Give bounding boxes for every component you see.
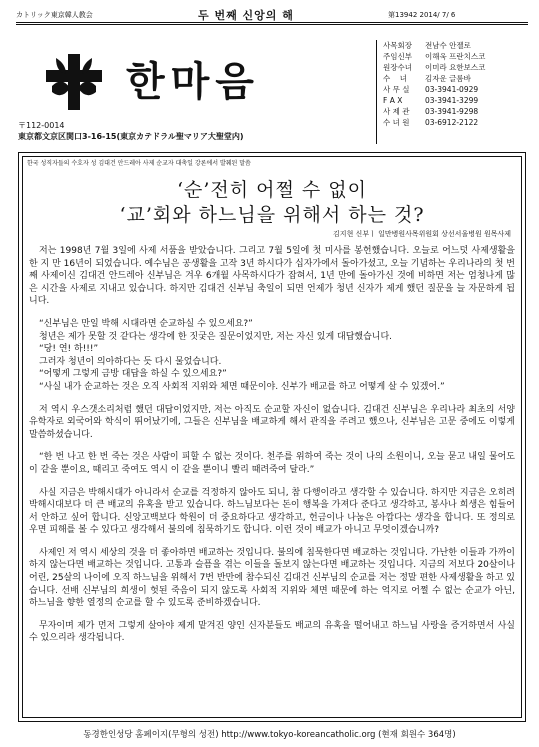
staff-row [377,95,528,106]
staff-name: 03-6912-2122 [425,118,479,127]
article-paragraph: 저 역시 우스갯소리처럼 했던 대답이었지만, 저는 아직도 순교할 자신이 없습니다. 김대건 신부님은 우리나라 최초의 서양 유학자로 외국어와 학식이 뛰어났기에, 그들은 신부님을 배교하게 해서 관직을 주려고 했으나, 신부님은 고문 중에도 이렇게 말씀하셨습니다. [29,404,515,440]
staff-row [377,62,528,73]
article-box [18,152,526,722]
staff-role: 수 녀 원 [383,118,410,127]
article-paragraph: 저는 1998년 7월 3일에 사제 서품을 받았습니다. 그리고 7월 5일에 첫 미사를 봉헌했습니다. 오늘로 어느덧 사제생활을 한 지 만 16년이 되었습니다. 예수님은 공생활을 고작 3년 하시다가 십자가에서 돌아가셨고, 오늘 기념하는 우리나라의 첫 번째 사제이신 김대건 안드레아 신부님은 겨우 6개월 사목하시다가 잡혀서, 1년 만에 돌아가신 것에 비하면 저는 엄청나게 많은 시간을 사제로 지내고 있습니다. 하지만 김대건 신부님 축일이 되면 언제가 청년 신자가 제게 했던 질문을 늘 자문하게 됩니다. [29,246,515,307]
dialogue-line: 청년은 제가 못할 것 같다는 생각에 한 짓궂은 질문이었지만, 저는 자신 있게 대답했습니다. [39,331,393,342]
article-paragraph: 사제인 저 역시 세상의 것을 더 좋아하면 배교하는 것입니다. 불의에 침묵한다면 배교하는 것입니다. 가난한 이들과 가까이하지 않는다면 배교하는 것입니다. 고통과 슬픔을 겪는 이들을 돌보지 않는다면 배교하는 것입니다. 지금의 저보다 20살이나 어린, 25살의 나이에 오직 하느님을 위해서 7번 반만에 참수되신 김대건 신부님의 순교를 저는 정말 편한 사제생활을 하고 있습니다. 선배 신부님의 희생이 헛된 죽음이 되지 않도록 사회적 지위와 체면 때문에 하는 억지로 어쩔 수 없는 순교가 아닌, 하느님을 향한 열정의 순교를 할 수 있도록 준비하겠습니다. [29,547,515,609]
cross-logo-icon [44,52,104,112]
homepage-footer: 동경한인성당 홈페이지(무형의 성전) http://www.tokyo-koreancatholic.org (현재 회원수 364명) [83,730,456,740]
staff-name: 03-3941-0929 [425,85,479,94]
staff-name: 전남수 안젤로 [425,41,471,50]
dialogue-line: “어떻게 그렇게 금방 대답을 하실 수 있으세요?” [39,369,227,380]
headline-line-2: ‘교’회와 하느님을 위해서 하는 것? [119,204,425,226]
staff-directory [376,40,528,144]
parish-name: カトリック東京韓人教会 [16,11,93,19]
staff-name: 03-3941-9298 [425,107,479,116]
article-motto: 한국 성직자들의 수호자 성 김대건 안드레아 사제 순교자 대축일 강론에서 발췌된 말씀 [27,160,251,167]
staff-role: 수 녀 [383,74,408,83]
staff-row [377,51,528,62]
top-divider-2 [16,24,528,25]
staff-role: 주임신부 [383,52,412,61]
staff-name: 이해욱 프란치스코 [425,52,486,61]
headline-line-1: ‘순’전히 어쩔 수 없이 [176,179,368,201]
newsletter-title: 한마음 [126,58,260,105]
staff-name: 김자운 글롬바 [425,74,471,83]
dialogue-line: “사실 내가 순교하는 것은 오직 사회적 지위와 체면 때문이야. 신부가 배교를 하고 어떻게 살 수 있겠어.” [39,381,445,392]
dialogue-line: 그러자 청년이 의아하다는 듯 다시 물었습니다. [39,356,222,367]
byline: 김지현 신부ㅣ 일만병원사목위원회 상선서울병원 원목사제 [333,230,511,238]
staff-role: 사 무 실 [383,85,410,94]
staff-row [377,106,528,117]
dialogue-line: “신부님은 만일 박해 시대라면 순교하실 수 있으세요?” [39,318,253,329]
staff-role: 사목회장 [383,41,412,50]
staff-role: 사 제 관 [383,107,410,116]
staff-name: 이미라 요한보스코 [425,63,486,72]
article-body [29,245,515,645]
church-address: 東京都文京区関口3-16-15(東京カテドラル聖マリア大聖堂内) [18,132,244,141]
staff-role: F A X [383,96,403,105]
year-theme: 두 번째 신앙의 해 [198,9,294,22]
article-paragraph: 사실 지금은 박해시대가 아니라서 순교를 걱정하지 않아도 되니, 참 다행이라고 생각할 수 있습니다. 하지만 지금은 오히려 박해시대보다 더 큰 배교의 유혹을 받고 있습니다. 하느님보다는 돈이 행복을 가져다 준다고 생각하고, 봉사나 희생은 힘들어서 안하고 싶어 합니다. 신앙고백보다 학원이 더 중요하다고 생각하고, 헌금이나 나눔은 아깝다는 생각을 합니다. 또 정의로우면 피해를 볼 수 있다고 생각해서 불의에 침묵하기도 합니다. 이런 것이 배교가 아니고 무엇이겠습니까? [29,487,515,536]
staff-role: 원장수녀 [383,63,412,72]
issue-date: 第13942 2014/ 7/ 6 [388,11,456,19]
article-quote: “한 번 나고 한 번 죽는 것은 사람이 피할 수 없는 것이다. 천주를 위하여 죽는 것이 나의 소원이니, 오늘 묻고 내일 물어도 이 같을 뿐이요, 때리고 죽여도 역시 이 같을 뿐이니 빨리 때려죽여 달라.” [29,452,515,475]
staff-name: 03-3941-3299 [425,96,479,105]
masthead [16,36,368,144]
article-paragraph: 무자이며 제가 먼저 그렇게 살아야 제게 맡겨진 양인 신자분들도 배교의 유혹을 떨어내고 하느님 사랑을 증거하면서 사실 수 있으리라 생각됩니다. [29,620,515,644]
staff-row [377,117,528,128]
staff-row [377,40,528,51]
dialogue-line: “당! 연! 하!!!” [39,344,99,355]
postal-code: 〒112-0014 [18,121,65,130]
staff-row [377,84,528,95]
dialogue-block [29,318,515,394]
top-divider [16,22,528,23]
staff-row [377,73,528,84]
